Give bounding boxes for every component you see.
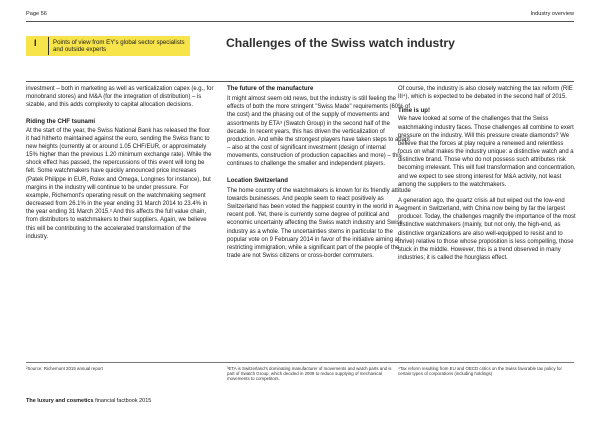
- footnote-2: ²Source: Richemont 2015 annual report: [26, 366, 103, 371]
- column-3: [398, 85, 578, 262]
- header-rule: [26, 21, 574, 22]
- section-heading-time: Time is up!: [398, 107, 431, 115]
- footnote-3: ³ETA is Switzerland's dominating manufacturer of movements and watch parts and is part of Swatch Group, which decided in 2009 to reduce supplying of mechanical movements to competitors.: [227, 366, 392, 382]
- column-2: [227, 85, 411, 260]
- column-3-body-1: Of course, the industry is also closely watching the tax reform (RIE III⁴), which is expected to be debated in the second half of 2015.: [398, 86, 573, 101]
- footer-title: The luxury and cosmetics: [26, 398, 94, 404]
- footer: [26, 398, 151, 404]
- section-heading-location: Location Switzerland: [227, 176, 288, 184]
- section-label: Industry overview: [530, 11, 574, 17]
- column-1: [26, 85, 214, 241]
- footnote-4: ⁴Tax reform resulting from EU and OECD critics on the Swiss favorable tax policy for certain types of corporations (including holdings): [398, 366, 562, 377]
- box-mark: I: [34, 38, 37, 48]
- footer-subtitle: financial factbook 2015: [95, 398, 152, 404]
- column-3-body-2: We have looked at some of the challenges that the Swiss watchmaking industry faces. Those challenges all combine to exert pressure on the industry. Will this pressure create diamonds? We believe that the forces at play require a renewed and relentless focus on what makes the industry unique: a distinctive watch and a distinctive brand. Those who do not possess such attributes risk becoming irrelevant. This will fuel transformation and concentration, and we expect to see strong interest for M&A activity, not least among the suppliers to the watchmakers.: [398, 116, 576, 188]
- column-1-body: At the start of the year, the Swiss National Bank has released the floor it had hitherto maintained against the euro, sending the Swiss franc to new heights (currently at or around 1.05 CHF/EUR, or approximately 15% higher than the previous 1.20 minimum exchange rate). While the shock effect has passed, the repercussions of this event will long be felt. Some watchmakers have quickly announced price increases (Patek Philippe in EUR, Rolex and Omega, Longines for instance), but margins in the industry will continue to be under pressure. For example, Richemont's operating result on the watchmaking segment decreased from 26.1% in the year ending 31 March 2014 to 23.4% in the year ending 31 March 2015.² And this affects the full value chain, from distributors to watchmakers to their suppliers. Again, we believe this will be contributing to the accelerated transformation of the industry.: [26, 127, 212, 240]
- column-3-body-3: A generation ago, the quartz crisis all but wiped out the low-end segment in Switzerland, with China now being by far the largest producer. Today, the challenges magnify the importance of the most distinctive watchmakers (mainly, but not only, the high-end, as distinctive organizations are also well-equipped to resist and to thrive) relative to those whose proposition is less compelling, those stuck in the middle. However, this is a trend observed in many industries; it is called the hourglass effect.: [398, 197, 576, 261]
- section-heading-manufacture: The future of the manufacture: [227, 85, 314, 92]
- column-2-body-1: It might almost seem old news, but the industry is still feeling the effects of both the more stringent "Swiss Made" requirements (60% of the cost) and the phasing out of the supply of movements and assortments by ETA³ (Swatch Group) in the second half of the decade. In recent years, this has driven the verticalization of production. And while the strongest players have taken steps to adapt – also at the cost of significant investment (design of internal movements, construction of production capacities and more) – this continues to challenge the smaller and independent players.: [227, 96, 410, 168]
- page-number: Page 56: [26, 11, 47, 17]
- content-top-rule: [26, 81, 574, 82]
- box-divider: [48, 37, 49, 55]
- column-1-intro: investment – both in marketing as well as verticalization capex (e.g., for monobrand stores) and M&A (for the integration of distribution) – is sizable, and this adds complexity to capital allocation decisions.: [26, 86, 214, 109]
- section-heading-chf: Riding the CHF tsunami: [26, 118, 96, 126]
- footnote-rule: [26, 362, 574, 363]
- page-title: Challenges of the Swiss watch industry: [226, 36, 455, 50]
- column-2-body-2: The home country of the watchmakers is known for its friendly attitude towards businesses. And people seem to react positively as Switzerland has been voted the happiest country in the world in a recent poll. Yet, there is currently some degree of political and economic uncertainty affecting the Swiss watch industry and Swiss industry as a whole. The uncertainties stems in particular to the popular vote on 9 February 2014 in favor of the initiative aiming at restricting immigration, while a significant part of the people of the trade are not Swiss citizens or cross-border commuters.: [227, 187, 411, 259]
- box-text: Points of view from EY's global sector specialists and outside experts: [53, 38, 185, 54]
